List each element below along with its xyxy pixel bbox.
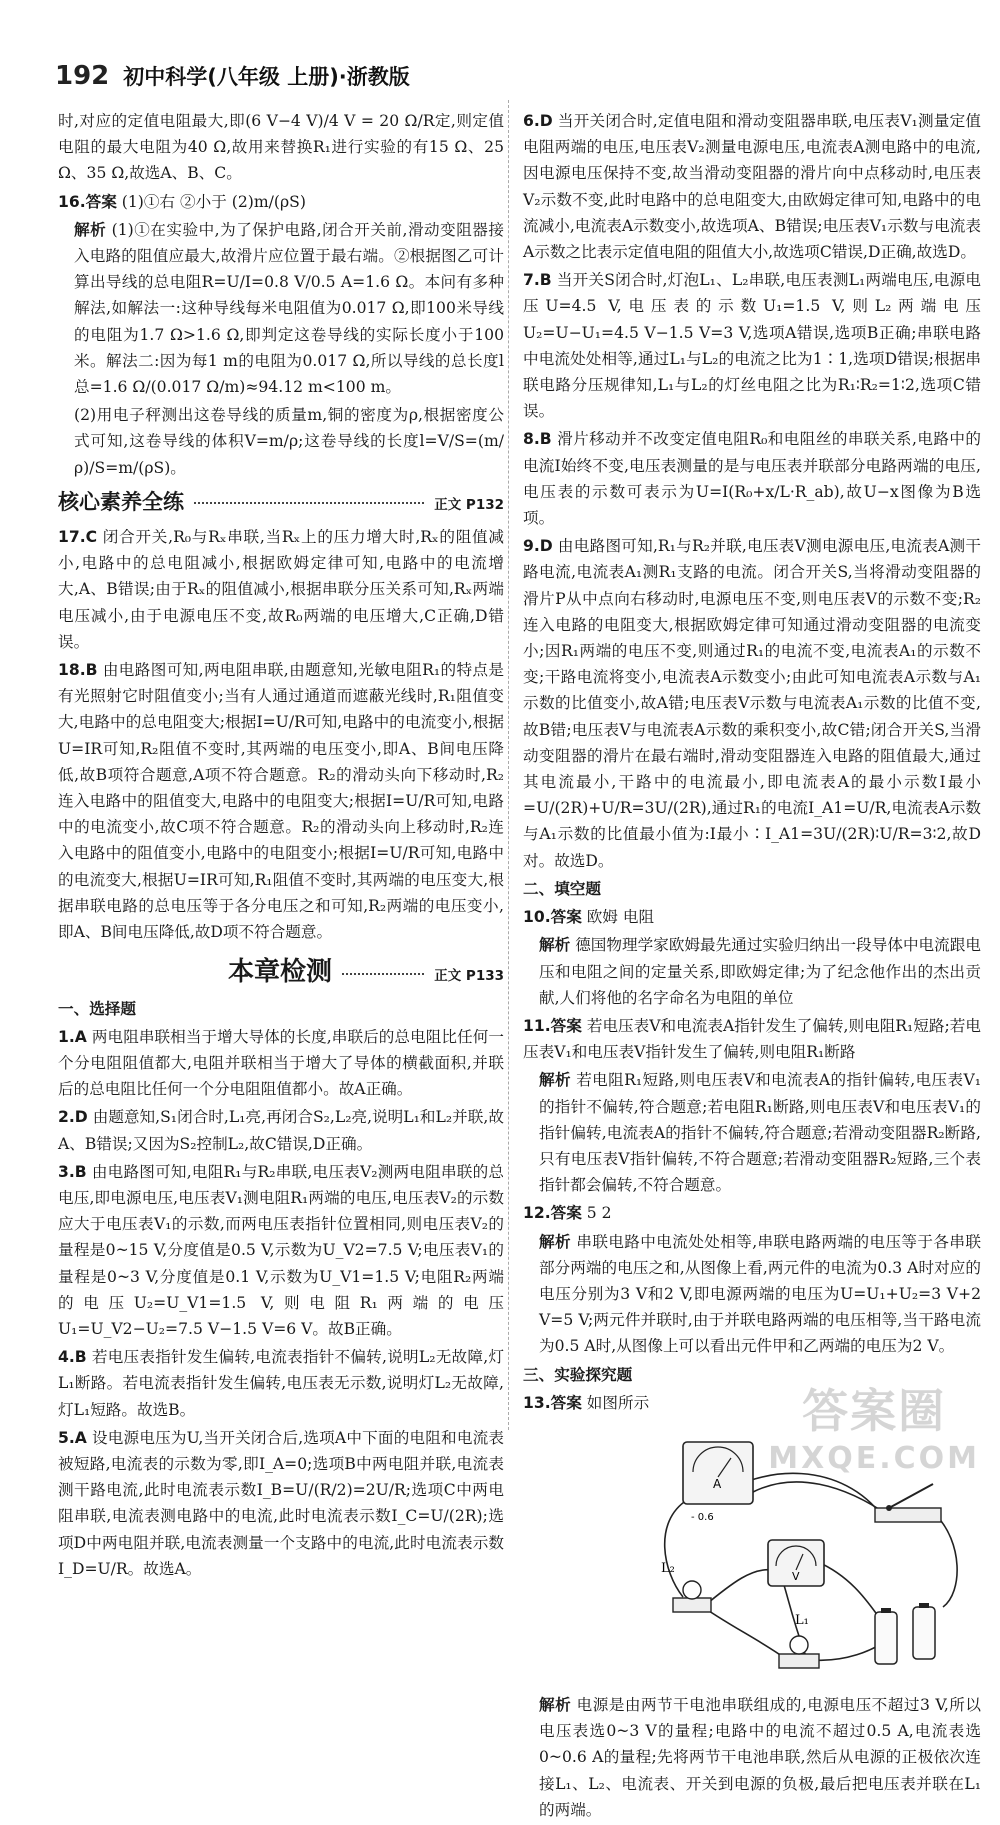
analysis-16-part1 [58,217,504,400]
analysis-tag: 解析 [539,936,571,955]
analysis-text: 由电路图可知,两电阻串联,由题意知,光敏电阻R₁的特点是有光照射它时阻值变小;当有人通过通道而遮蔽光线时,R₁阻值变大,电路中的总电阻变大;根据I=U/R可知,电路中的电流变小,根据U=IR可知,R₂阻值不变时,其两端的电压变小,即A、B间电压降低,故B项符合题意,A项不符合题意。R₂的滑动头向下移动时,R₂连入电路中的阻值变大,电路中的电阻变大;根据I=U/R可知,电路中的电流变小,故C项不符合题意。R₂的滑动头向上移动时,R₂连入电路中的阻值变小,电路中的电阻变小;根据I=U/R可知,电路中的电流变大,根据U=IR可知,R₁阻值不变时,其两端的电压变大,根据串联电路的总电压等于各分电压之和可知,R₂两端的电压变小,即A、B间电压降低,故D项不符合题意。 [58,661,504,942]
continued-paragraph: 时,对应的定值电阻最大,即(6 V−4 V)/4 V = 20 Ω/R定,则定值电阻的最大电阻为40 Ω,故用来替换R₁进行实验的有15 Ω、25 Ω、35 Ω,故选A、B、C。 [58,112,504,183]
watermark-logo [768,1375,980,1476]
analysis-text: 若电阻R₁短路,则电压表V和电流表A的指针偏转,电压表V₁的指针不偏转,符合题意;若电阻R₁断路,则电压表V和电压表V₁的指针偏转,电流表A的指针不偏转,符合题意;若滑动变阻器R₂断路,只有电压表V指针偏转,不符合题意;若滑动变阻器R₂短路,三个表指针都会偏转,不符合题意。 [539,1071,981,1195]
subsection-fill: 二、填空题 [523,879,601,898]
item-number: 10.答案 [523,908,582,927]
wire [703,1570,773,1607]
item-number: 8.B [523,430,552,449]
answer-1 [58,1024,504,1103]
section-heading-core [58,489,504,518]
analysis-12 [523,1229,981,1360]
analysis-text: 由电路图可知,电阻R₁与R₂串联,电压表V₂测两电阻串联的总电压,即电源电压,电压表V₁测电阻R₁两端的电压,电压表V₂的示数应大于电压表V₁的示数,而两电压表指针位置相同,则电压表V₂的量程是0~15 V,分度值是0.5 V,示数为U_V2=7.5 V;电压表V₁的量程是0~3 V,分度值是0.1 V,示数为U_V1=1.5 V;电阻R₂两端的电压U₂=U_V1=1.5 V,则电阻R₁两端的电压U₁=U_V2−U₂=7.5 V−1.5 V=6 V。故B正确。 [58,1162,504,1338]
left-column [58,108,504,1584]
analysis-text: 电源是由两节干电池串联组成的,电源电压不超过3 V,所以电压表选0~3 V的量程;电路中的电流不超过0.5 A,电流表选0~0.6 A的量程;先将两节干电池串联,然后从电源的正极依次连接L₁、L₂、电流表、开关到电源的负极,最后把电压表并联在L₁的两端。 [539,1695,981,1819]
answer-12 [523,1200,981,1226]
analysis-tag: 解析 [539,1232,571,1251]
ammeter-range-label: - 0.6 [691,1511,714,1523]
item-number: 9.D [523,537,553,556]
lamp-l2-label: L₂ [661,1560,675,1576]
page-number: 192 [55,61,110,91]
answer-text: 若电压表V和电流表A指针发生了偏转,则电阻R₁短路;若电压表V₁和电压表V指针发生了偏转,则电阻R₁断路 [523,1016,981,1062]
column-divider [508,100,509,1430]
analysis-text: 当开关S闭合时,灯泡L₁、L₂串联,电压表测L₁两端电压,电源电压U=4.5 V,电压表的示数U₁=1.5 V,则L₂两端电压U₂=U−U₁=4.5 V−1.5 V=3 V,选项A错误,选项B正确;串联电路中电流处处相等,通过L₁与L₂的电流之比为1∶1,选项D错误;根据串联电路分压规律知,L₁与L₂的灯丝电阻之比为R₁∶R₂=1∶2,选项C错误。 [523,271,981,421]
analysis-text: 由题意知,S₁闭合时,L₁亮,再闭合S₂,L₂亮,说明L₁和L₂并联,故A、B错误;又因为S₂控制L₂,故C错误,D正确。 [58,1108,504,1153]
answer-3 [58,1159,504,1342]
answer-text: 欧姆 电阻 [586,908,655,927]
leader-dots [194,502,424,504]
lamp-l2 [661,1561,711,1612]
analysis-text: 设电源电压为U,当开关闭合后,选项A中下面的电阻和电流表被短路,电流表的示数为零,即I_A=0;选项B中两电阻并联,电流表测干路电流,此时电流表示数I_B=U/(R/2)=2U/R;选项C中两电阻串联,电流表测电路中的电流,此时电流表示数I_C=U/(2R);选项D中两电阻并联,电流表测量一个支路中的电流,此时电流表示数I_D=U/R。故选A。 [58,1428,504,1578]
wire [753,1482,895,1520]
item-number: 13.答案 [523,1393,582,1412]
analysis-text: 德国物理学家欧姆最先通过实验归纳出一段导体中电流跟电压和电阻之间的定量关系,即欧姆定律;为了纪念他作出的杰出贡献,人们将他的名字命名为电阻的单位 [539,936,981,1007]
item-number: 2.D [58,1108,88,1127]
answer-10 [523,904,981,930]
subsection-choice: 一、选择题 [58,999,136,1018]
wire [665,1500,687,1597]
item-number: 18.B [58,661,98,680]
answer-8 [523,426,981,531]
item-number: 12.答案 [523,1204,582,1223]
section-title: 核心素养全练 [58,489,184,514]
answer-5 [58,1425,504,1582]
battery-pack [875,1603,935,1664]
wire [935,1514,957,1607]
book-title: 初中科学(八年级 上册)·浙教版 [123,65,410,89]
analysis-text: 两电阻串联相当于增大导体的长度,串联后的总电阻比任何一个分电阻阻值都大,电阻并联相当于增大了导体的横截面积,并联后的总电阻比任何一个分电阻阻值都小。故A正确。 [58,1027,504,1099]
item-number: 16.答案 [58,192,117,211]
analysis-tag: 解析 [539,1695,572,1714]
analysis-13 [523,1692,981,1823]
answer-17 [58,524,504,655]
answer-text: 5 2 [586,1204,612,1223]
item-number: 6.D [523,112,553,130]
item-number: 11.答案 [523,1016,582,1035]
analysis-text: 若电压表指针发生偏转,电流表指针不偏转,说明L₂无故障,灯L₁断路。若电流表指针发生偏转,电压表无示数,说明灯L₂无故障,灯L₁短路。故选B。 [58,1348,504,1419]
item-number: 7.B [523,271,552,290]
analysis-11 [523,1067,981,1198]
answer-18 [58,657,504,945]
watermark-text: 答案圈 [802,1384,947,1438]
lamp-l1-label: L₁ [795,1612,809,1628]
item-number: 1.A [58,1027,87,1046]
analysis-text: 由电路图可知,R₁与R₂并联,电压表V测电源电压,电流表A测干路电流,电流表A₁测R₁支路的电流。闭合开关S,当将滑动变阻器的滑片P从中点向右移动时,电源电压不变,则电压表V的示数不变;R₂连入电路的电阻变大,根据欧姆定律可知通过滑动变阻器的电流变小;因R₁两端的电压不变,则通过R₁的电流不变,电流表A₁的示数不变;干路电流将变小,电流表A示数变小;由此可知电流表A示数与A₁示数的比值变小,故A错;电压表V示数与电流表A₁示数的比值不变,故B错;电压表V与电流表A示数的乘积变小,故C错;闭合开关S,当滑动变阻器的滑片在最右端时,滑动变阻器连入电路的阻值最大,通过其电流最小,干路中的电流最小,即电流表A的最小示数I最小=U/(2R)+U/R=3U/(2R),通过R₁的电流I_A1=U/R,电流表A示数与A₁示数的比值最小值为:I最小∶I_A1=3U/(2R)∶U/R=3∶2,故D对。故选D。 [523,537,981,870]
answer-9 [523,533,981,874]
analysis-10 [523,932,981,1011]
item-number: 4.B [58,1348,87,1367]
analysis-tag: 解析 [74,220,107,239]
analysis-text: 串联电路中电流处处相等,串联电路两端的电压等于各串联部分两端的电压之和,从图像上看,两元件的电流为0.3 A时对应的电压分别为3 V和2 V,即电源两端的电压为U=U₁+U₂=3 V+2 V=5 V;两元件并联时,由于并联电路两端的电压相等,当干路电流为0.5 A时,从图像上可以看出元件甲和乙两端的电压为2 V。 [539,1232,981,1356]
answer-7 [523,267,981,424]
analysis-text: 当开关闭合时,定值电阻和滑动变阻器串联,电压表V₁测量定值电阻两端的电压,电压表V₂测量电源电压,电流表A测电路中的电流,因电源电压保持不变,故当滑动变阻器的滑片向中点移动时,电压表V₂示数不变,此时电路中的总电阻变大,由欧姆定律可知,电路中的电流减小,电流表A示数变小,故选项A、B错误;电压表V₁示数与电流表A示数之比表示定值电阻的阻值大小,故选项C错误,D正确,故选D。 [523,112,981,262]
section-title: 本章检测 [228,957,333,988]
voltmeter-label: V [792,1569,800,1583]
ammeter-label: A [713,1476,722,1491]
voltmeter [768,1540,824,1586]
page-reference: 正文 P132 [434,496,504,513]
section-heading-chapter-test [58,959,504,989]
analysis-text: 滑片移动并不改变定值电阻R₀和电阻丝的串联关系,电路中的电流I始终不变,电压表测量的是与电压表并联部分电路两端的电压,电压表的示数可表示为U=I(R₀+x/L·R_ab),故U−x图像为B选项。 [523,430,981,528]
subsection-experiment: 三、实验探究题 [523,1365,633,1384]
switch [875,1484,941,1522]
lamp-l1 [779,1613,819,1668]
right-column [523,108,981,1825]
answer-16 [58,189,504,215]
analysis-tag: 解析 [539,1071,571,1090]
answer-6 [523,108,981,265]
answer-2 [58,1104,504,1156]
item-number: 3.B [58,1162,87,1181]
answer-text: 如图所示 [586,1393,650,1412]
answer-11 [523,1013,981,1065]
analysis-text: (1)①在实验中,为了保护电路,闭合开关前,滑动变阻器接入电路的阻值应最大,故滑片应位置于最右端。②根据图乙可计算出导线的总电阻R=U/I=0.8 V/0.5 A=1.6 Ω。本问有多种解法,如解法一:这种导线每米电阻值为0.017 Ω,即100米导线的电阻为1.7 Ω>1.6 Ω,即判定这卷导线的实际长度小于100米。解法二:因为每1 m的电阻为0.017 Ω,所以导线的总长度l总=1.6 Ω/(0.017 Ω/m)≈94.12 m<100 m。 [74,220,504,397]
page-reference: 正文 P133 [434,968,504,985]
analysis-16-part2: (2)用电子秤测出这卷导线的质量m,铜的密度为ρ,根据密度公式可知,这卷导线的体积V=m/ρ;这卷导线的长度l=V/S=(m/ρ)/S=m/(ρS)。 [74,406,504,477]
item-number: 17.C [58,528,98,547]
answer-4 [58,1344,504,1423]
watermark-url: MXQE.COM [768,1441,980,1476]
analysis-text: 闭合开关,R₀与Rₓ串联,当Rₓ上的压力增大时,Rₓ的阻值减小,电路中的总电阻减小,根据欧姆定律可知,电路中的电流增大,A、B错误;由于Rₓ的阻值减小,根据串联分压关系可知,Rₓ两端电压减小,由于电源电压不变,故R₀两端的电压增大,C正确,D错误。 [58,528,504,651]
leader-dots [342,973,424,975]
answer-text: (1)①右 ②小于 (2)m/(ρS) [121,192,306,211]
page-header [55,58,410,94]
item-number: 5.A [58,1428,87,1447]
ammeter [683,1442,753,1523]
